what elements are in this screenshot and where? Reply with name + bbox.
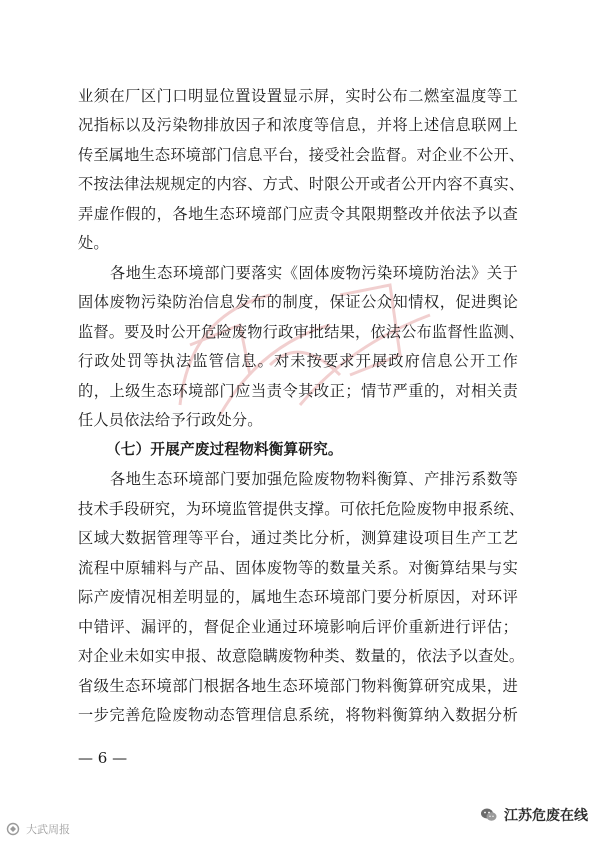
paragraph-line: 各地生态环境部门要加强危险废物物料衡算、产排污系数等	[110, 470, 518, 488]
section-heading: （七）开展产废过程物料衡算研究。	[106, 441, 343, 458]
paragraph-line: 流程中原辅料与产品、固体废物等的数量关系。对衡算结果与实	[78, 559, 518, 577]
paragraph-line: 业须在厂区门口明显位置设置显示屏，实时公布二燃室温度等工	[78, 87, 518, 105]
brand-logo-icon	[6, 822, 22, 836]
paragraph-line: 际产废情况相差明显的，属地生态环境部门要分析原因，对环评	[78, 588, 518, 606]
paragraph-line: 固体废物污染防治信息发布的制度，保证公众知情权，促进舆论	[78, 293, 518, 311]
paragraph-line: 中错评、漏评的，督促企业通过环境影响后评价重新进行评估；	[78, 618, 518, 636]
footer-brand-right	[480, 803, 588, 827]
footer-right-label: 江苏危废在线	[504, 808, 588, 824]
page-number: — 6 —	[78, 749, 128, 767]
paragraph-line: 省级生态环境部门根据各地生态环境部门物料衡算研究成果，进	[78, 677, 518, 695]
paragraph-line: 监督。要及时公开危险废物行政审批结果，依法公布监督性监测、	[78, 323, 525, 341]
paragraph-line: 各地生态环境部门要落实《固体废物污染环境防治法》关于	[110, 264, 518, 282]
paragraph-line: 技术手段研究，为环境监管提供支撑。可依托危险废物申报系统、	[78, 500, 525, 518]
paragraph-line: 区域大数据管理等平台，通过类比分析，测算建设项目生产工艺	[78, 529, 518, 547]
paragraph-line: 一步完善危险废物动态管理信息系统，将物料衡算纳入数据分析	[78, 706, 518, 724]
paragraph-line: 处。	[78, 234, 109, 252]
paragraph-line: 的，上级生态环境部门应当责令其改正；情节严重的，对相关责	[78, 382, 518, 400]
paragraph-line: 行政处罚等执法监管信息。对未按要求开展政府信息公开工作	[78, 352, 518, 370]
paragraph-line: 传至属地生态环境部门信息平台，接受社会监督。对企业不公开、	[78, 146, 525, 164]
paragraph-line: 况指标以及污染物排放因子和浓度等信息，并将上述信息联网上	[78, 116, 518, 134]
footer-left-label: 大武周报	[26, 823, 70, 836]
wechat-icon	[480, 806, 498, 824]
footer-brand-left	[6, 820, 70, 838]
paragraph-line: 弄虚作假的，各地生态环境部门应责令其限期整改并依法予以查	[78, 205, 518, 223]
paragraph-line: 任人员依法给予行政处分。	[78, 411, 263, 429]
paragraph-line: 对企业未如实申报、故意隐瞒废物种类、数量的，依法予以查处。	[78, 647, 525, 665]
paragraph-line: 不按法律法规规定的内容、方式、时限公开或者公开内容不真实、	[78, 175, 525, 193]
